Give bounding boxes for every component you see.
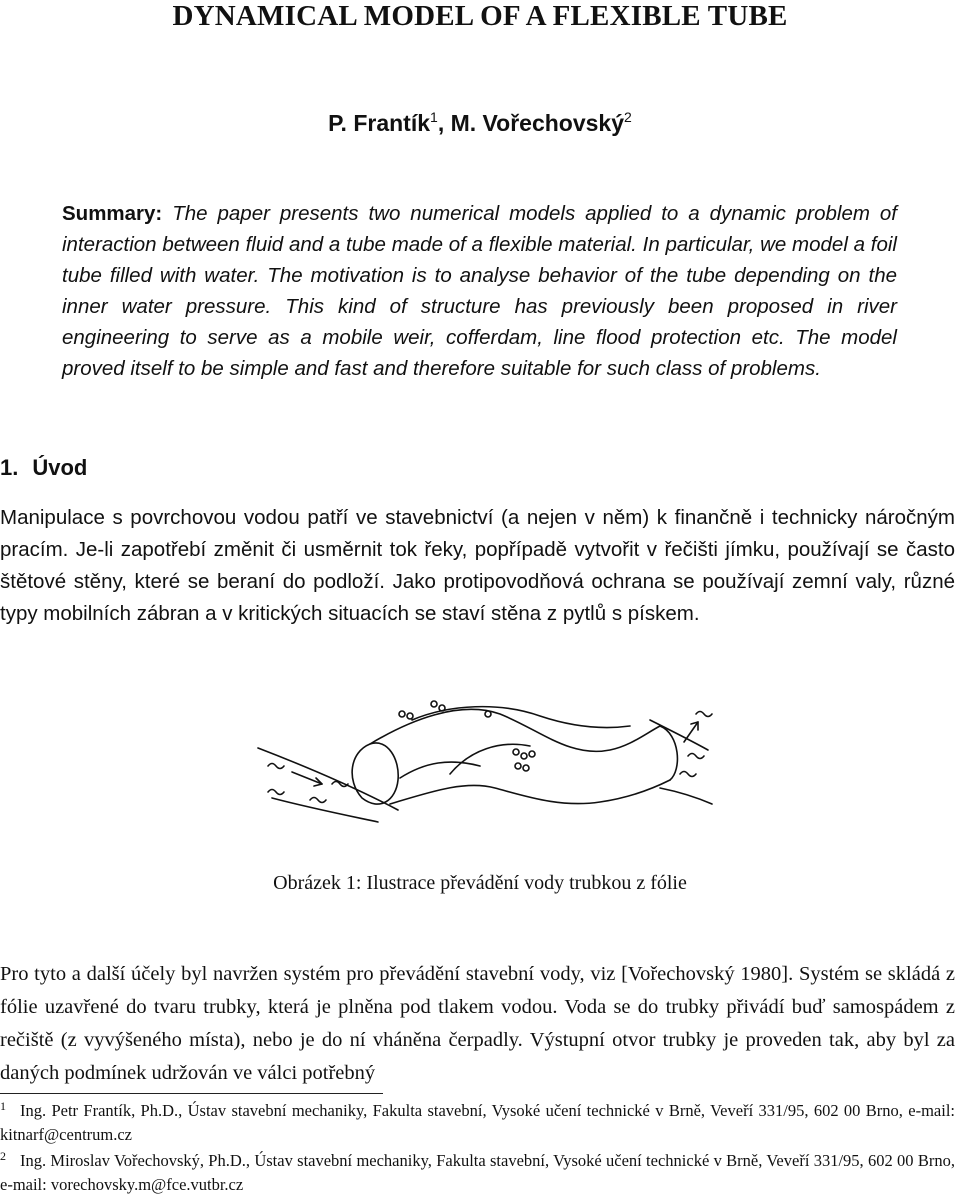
stone-mark — [399, 711, 405, 717]
outflow-arrow — [684, 722, 698, 742]
footnote-1 — [0, 1099, 955, 1147]
author-2-name: M. Vořechovský — [450, 110, 625, 136]
flexible-tube-illustration — [250, 680, 720, 880]
wave-mark — [680, 772, 696, 777]
footnotes — [0, 1099, 955, 1197]
river-bank-left-upper — [258, 748, 398, 810]
inflow-arrow — [292, 772, 322, 784]
section-title: Úvod — [32, 455, 88, 480]
author-separator: , — [437, 110, 451, 136]
stone-mark — [515, 763, 521, 769]
wave-mark — [696, 712, 712, 717]
author-1-affiliation-mark: 1 — [430, 109, 438, 125]
tube-fold-line — [400, 762, 480, 778]
section-heading — [0, 455, 87, 481]
stone-mark — [407, 713, 413, 719]
tube-lower-edge — [390, 780, 670, 804]
stone-mark — [485, 711, 491, 717]
stone-mark — [431, 701, 437, 707]
wave-mark — [268, 764, 284, 769]
tube-inlet-front — [352, 743, 398, 804]
author-1-name: P. Frantík — [328, 110, 431, 136]
intro-paragraph: Manipulace s povrchovou vodou patří ve stavebnictví (a nejen v něm) k finančně i technicky náročným pracím. Je-li zapotřebí změnit či usměrnit tok řeky, popřípadě vytvořit v řečišti jímku, používají se často štětové stěny, které se beraní do podloží. Jako protipovodňová ochrana se používají zemní valy, různé typy mobilních zábran a v kritických situacích se staví stěna z pytlů s pískem. — [0, 506, 955, 625]
section-number: 1. — [0, 455, 19, 480]
stone-mark — [521, 753, 527, 759]
wave-mark — [268, 790, 284, 795]
tube-outlet-end — [660, 726, 677, 780]
summary-text: The paper presents two numerical models applied to a dynamic problem of interaction between fluid and a tube made of a flexible material. In particular, we model a foil tube filled with water. The motivation is to analyse behavior of the tube depending on the inner water pressure. This kind of structure has previously been proposed in river engineering to serve as a mobile weir, cofferdam, line flood protection etc. The model proved itself to be simple and fast and therefore suitable for such class of problems. — [62, 202, 897, 380]
stone-mark — [529, 751, 535, 757]
stone-mark — [513, 749, 519, 755]
figure-caption: Obrázek 1: Ilustrace převádění vody trubkou z fólie — [273, 872, 687, 894]
footnote-2-text: Ing. Miroslav Vořechovský, Ph.D., Ústav stavební mechaniky, Fakulta stavební, Vysoké učení technické v Brně, Veveří 331/95, 602 00 Brno, e-mail: vorechovsky.m@fce.vutbr.cz — [0, 1151, 955, 1194]
body-paragraph-2: Pro tyto a další účely byl navržen systém pro převádění stavební vody, viz [Vořechovský 1980]. Systém se skládá z fólie uzavřené do tvaru trubky, která je plněna pod tlakem vodou. Voda se do trubky přivádí buď samospádem z rečiště (z vyvýšeného místa), nebo je do ní vháněna čerpadly. Výstupní otvor trubky je proveden tak, aby byl za daných podmínek udržován ve válci potřebný — [0, 963, 955, 1084]
footnote-1-text: Ing. Petr Frantík, Ph.D., Ústav stavební mechaniky, Fakulta stavební, Vysoké učení technické v Brně, Veveří 331/95, 602 00 Brno, e-mail: kitnarf@centrum.cz — [0, 1101, 955, 1144]
stone-mark — [523, 765, 529, 771]
summary-label: Summary: — [62, 202, 163, 225]
footnote-2 — [0, 1149, 955, 1197]
summary-abstract — [62, 198, 897, 384]
footnote-2-mark: 2 — [0, 1149, 6, 1163]
river-bank-right-lower — [660, 788, 712, 804]
wave-mark — [688, 754, 704, 759]
wave-mark — [310, 798, 326, 803]
footnote-rule — [0, 1093, 383, 1094]
author-line — [0, 110, 960, 137]
river-bank-right-upper — [650, 720, 708, 750]
paper-title: DYNAMICAL MODEL OF A FLEXIBLE TUBE — [172, 0, 788, 32]
footnote-1-mark: 1 — [0, 1099, 6, 1113]
author-2-affiliation-mark: 2 — [624, 109, 632, 125]
